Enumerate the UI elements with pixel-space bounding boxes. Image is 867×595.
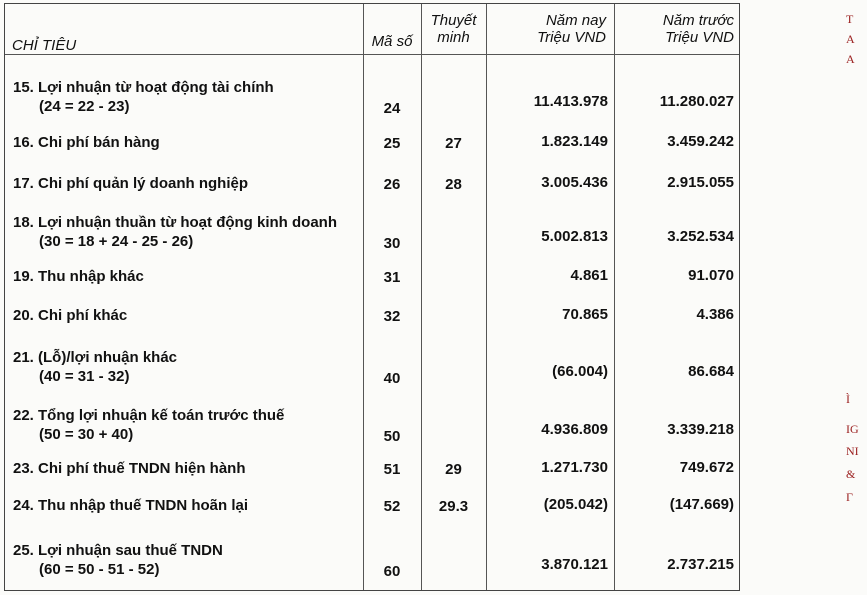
row-label-line2: (30 = 18 + 24 - 25 - 26): [39, 233, 194, 250]
margin-mark: Γ: [846, 490, 853, 504]
row-label-line1: 18. Lợi nhuận thuần từ hoạt động kinh doanh: [13, 214, 338, 231]
row-label-line1: 19. Thu nhập khác: [13, 268, 144, 285]
row-nam-truoc: 2.915.055: [667, 174, 734, 191]
header-thuyet-minh: [421, 12, 486, 46]
row-label: [13, 306, 127, 325]
header-nam-nay-line2: Triệu VND: [537, 29, 606, 46]
row-label: [13, 348, 177, 386]
row-nam-truoc: 86.684: [688, 363, 734, 380]
row-thuyet-minh: 27: [445, 135, 462, 152]
row-label-line1: 21. (Lỗ)/lợi nhuận khác: [13, 349, 178, 366]
row-label-line1: 20. Chi phí khác: [13, 307, 128, 324]
row-label-line1: 22. Tổng lợi nhuận kế toán trước thuế: [13, 407, 285, 424]
row-label-line1: 15. Lợi nhuận từ hoạt động tài chính: [13, 79, 274, 96]
row-nam-nay: 1.271.730: [541, 459, 608, 476]
margin-mark: A: [846, 52, 855, 66]
row-label-line1: 25. Lợi nhuận sau thuế TNDN: [13, 542, 223, 559]
header-nam-nay-line1: Năm nay: [545, 12, 606, 29]
margin-mark: &: [846, 467, 856, 481]
margin-mark: A: [846, 32, 855, 46]
row-nam-truoc: 2.737.215: [667, 556, 734, 573]
row-nam-truoc: 11.280.027: [659, 93, 734, 110]
row-nam-nay: 70.865: [562, 306, 608, 323]
row-thuyet-minh: 28: [445, 176, 462, 193]
row-thuyet-minh: 29: [445, 461, 462, 478]
header-nam-nay: [486, 12, 606, 46]
row-nam-truoc: 749.672: [679, 459, 734, 476]
row-nam-nay: (205.042): [543, 496, 608, 513]
row-nam-nay: (66.004): [552, 363, 608, 380]
row-nam-truoc: (147.669): [669, 496, 734, 513]
row-label-line1: 23. Chi phí thuế TNDN hiện hành: [13, 460, 246, 477]
row-nam-nay: 4.936.809: [541, 421, 608, 438]
row-label: [13, 406, 284, 444]
row-label-line2: (50 = 30 + 40): [39, 426, 134, 443]
header-nam-truoc-line1: Năm trước: [662, 12, 734, 29]
row-nam-nay: 1.823.149: [541, 133, 608, 150]
row-nam-truoc: 3.459.242: [667, 133, 734, 150]
row-label: [13, 267, 144, 286]
row-label: [13, 496, 248, 515]
row-label: [13, 213, 337, 251]
row-nam-truoc: 4.386: [696, 306, 734, 323]
header-nam-truoc-line2: Triệu VND: [665, 29, 734, 46]
row-label: [13, 133, 160, 152]
header-chi-tieu: CHỈ TIÊU: [12, 37, 77, 54]
row-nam-truoc: 91.070: [688, 267, 734, 284]
row-label: [13, 174, 248, 193]
row-ma-so: 30: [383, 235, 401, 252]
row-ma-so: 51: [383, 461, 401, 478]
margin-stamp-marks: [842, 0, 867, 595]
row-ma-so: 25: [383, 135, 401, 152]
row-nam-truoc: 3.252.534: [667, 228, 734, 245]
income-statement-table: [4, 3, 740, 591]
row-label-line2: (60 = 50 - 51 - 52): [39, 561, 160, 578]
row-label: [13, 78, 274, 116]
header-thuyet-minh-line1: Thuyết: [430, 12, 477, 29]
row-nam-nay: 3.005.436: [541, 174, 608, 191]
row-ma-so: 60: [383, 563, 401, 580]
row-nam-nay: 4.861: [570, 267, 608, 284]
margin-mark: IG: [846, 422, 859, 436]
row-label: [13, 541, 223, 579]
row-ma-so: 26: [383, 176, 401, 193]
row-label-line1: 24. Thu nhập thuế TNDN hoãn lại: [13, 497, 249, 514]
margin-mark: T: [846, 12, 854, 26]
row-ma-so: 32: [383, 308, 401, 325]
row-nam-nay: 5.002.813: [541, 228, 608, 245]
header-ma-so: Mã số: [371, 33, 413, 50]
margin-mark: NI: [846, 444, 859, 458]
row-nam-truoc: 3.339.218: [667, 421, 734, 438]
row-ma-so: 52: [383, 498, 401, 515]
header-divider: [5, 54, 739, 55]
row-nam-nay: 3.870.121: [541, 556, 608, 573]
row-ma-so: 40: [383, 370, 401, 387]
margin-mark: Ì: [846, 392, 850, 406]
header-thuyet-minh-line2: minh: [437, 29, 470, 46]
row-ma-so: 31: [383, 269, 401, 286]
row-label-line2: (40 = 31 - 32): [39, 368, 130, 385]
row-label-line2: (24 = 22 - 23): [39, 98, 130, 115]
row-label: [13, 459, 246, 478]
row-thuyet-minh: 29.3: [438, 498, 469, 515]
row-ma-so: 50: [383, 428, 401, 445]
row-label-line1: 17. Chi phí quản lý doanh nghiệp: [13, 175, 249, 192]
row-nam-nay: 11.413.978: [533, 93, 608, 110]
header-nam-truoc: [614, 12, 734, 46]
row-label-line1: 16. Chi phí bán hàng: [13, 134, 160, 151]
row-ma-so: 24: [383, 100, 401, 117]
